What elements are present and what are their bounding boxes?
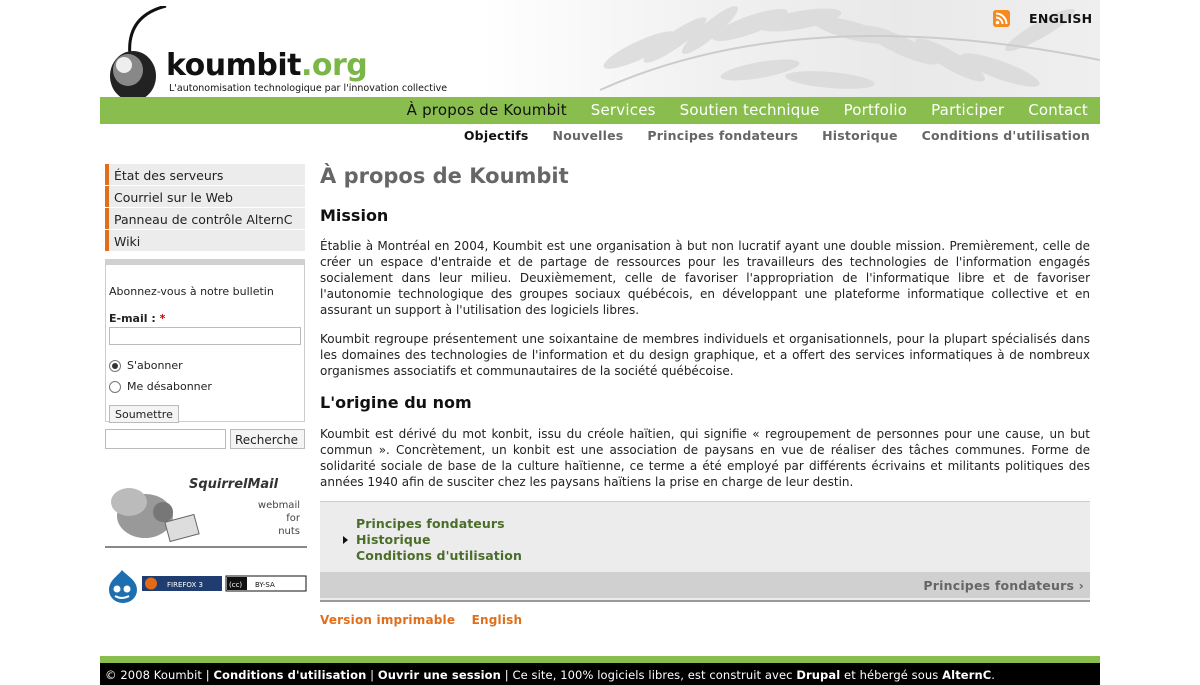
nav-item-contact[interactable]: Contact (1028, 101, 1088, 119)
footer-alternc-link[interactable]: AlternC (942, 668, 992, 682)
squirrelmail-line1: webmail (257, 500, 300, 511)
squirrelmail-banner-image[interactable] (105, 474, 307, 548)
book-link-conditions[interactable]: Conditions d'utilisation (356, 548, 522, 563)
firefox-badge-icon[interactable] (142, 576, 222, 591)
nav-item-services[interactable]: Services (590, 101, 656, 119)
logo-main: koumbit (166, 48, 301, 83)
sidebar-link-etat-serveurs[interactable]: État des serveurs (105, 164, 305, 185)
sidebar-link-wiki[interactable]: Wiki (105, 230, 305, 251)
subnav-item-historique[interactable]: Historique (822, 128, 898, 143)
squirrelmail-line2: for (286, 513, 300, 524)
rss-feed-icon[interactable] (993, 10, 1010, 27)
subscribe-option[interactable] (109, 359, 183, 372)
footer-separator: | (370, 668, 375, 682)
fern-background-image (500, 0, 1100, 97)
footer-text-1: | Ce site, 100% logiciels libres, est construit avec (504, 668, 793, 682)
tagline: L'autonomisation technologique par l'innovation collective (169, 83, 448, 94)
newsletter-title: Abonnez-vous à notre bulletin (109, 285, 274, 298)
book-link-historique[interactable]: Historique (356, 532, 522, 548)
unsubscribe-label: Me désabonner (127, 380, 212, 393)
nav-item-soutien-technique[interactable]: Soutien technique (679, 101, 820, 119)
drupal-icon[interactable] (109, 570, 137, 603)
paragraph-membres: Koumbit regroupe présentement une soixantaine de membres individuels et organisationnels, pour la plupart spécialisés dans les domaines des technologies de l'information et du design graphique, et a offert des services informatiques à de nombreux organismes associatifs et communautaires de la société québécoise. (320, 332, 1090, 378)
page (100, 0, 1100, 685)
section-heading-mission: Mission (320, 206, 389, 225)
paragraph-mission: Établie à Montréal en 2004, Koumbit est une organisation à but non lucratif ayant une double mission. Premièrement, celle de créer un espace d'entraide et de partage de ressources pour les travailleurs des technologies de l'information engagés socialement dans leur milieu. Deuxièmement, celle de favoriser l'appropriation de l'informatique libre et de favoriser l'autonomie technologique des groupes sociaux québécois, en développant une plateforme informatique collective et en assurant un support à l'utilisation des logiciels libres. (320, 239, 1090, 317)
language-switch-link[interactable]: ENGLISH (1029, 11, 1093, 26)
subnav-item-principes-fondateurs[interactable]: Principes fondateurs (647, 128, 799, 143)
primary-nav (100, 97, 1100, 124)
sidebar-link-panneau-alternc[interactable]: Panneau de contrôle AlternC (105, 208, 305, 229)
header (100, 0, 1100, 97)
koumbit-logo-icon (106, 6, 170, 97)
secondary-nav (440, 128, 1090, 143)
subnav-item-conditions[interactable]: Conditions d'utilisation (921, 128, 1090, 143)
printable-version-link[interactable]: Version imprimable (320, 613, 456, 627)
subnav-item-objectifs[interactable]: Objectifs (463, 128, 529, 143)
footer-login-link[interactable]: Ouvrir une session (377, 668, 501, 682)
logo-org: .org (300, 48, 368, 83)
nav-item-participer[interactable]: Participer (931, 101, 1005, 119)
subscribe-label: S'abonner (127, 359, 183, 372)
book-next-link[interactable]: Principes fondateurs › (923, 578, 1084, 593)
firefox-badge-text: FIREFOX 3 (167, 581, 203, 589)
nav-item-a-propos[interactable]: À propos de Koumbit (406, 101, 567, 119)
book-navigation (320, 501, 1090, 602)
required-mark: * (159, 312, 166, 325)
english-version-link[interactable]: English (471, 613, 523, 627)
book-nav-links (356, 516, 522, 564)
squirrelmail-line3: nuts (278, 526, 300, 537)
search-button[interactable]: Recherche (230, 429, 305, 449)
page-title: À propos de Koumbit (320, 164, 569, 188)
email-label (109, 312, 165, 325)
newsletter-email-input[interactable] (109, 327, 301, 345)
book-nav-strip (320, 572, 1090, 598)
logo-wordmark[interactable] (166, 48, 367, 83)
subscribe-radio[interactable] (109, 360, 121, 372)
footer (100, 663, 1100, 685)
footer-divider (100, 656, 1100, 663)
footer-text-3: . (991, 668, 996, 682)
creative-commons-badge-icon[interactable] (226, 576, 306, 591)
book-link-principes[interactable]: Principes fondateurs (356, 516, 505, 531)
unsubscribe-radio[interactable] (109, 381, 121, 393)
nav-item-portfolio[interactable]: Portfolio (843, 101, 908, 119)
search-input[interactable] (105, 429, 226, 449)
svg-text:(cc): (cc) (229, 581, 243, 589)
paragraph-origine: Koumbit est dérivé du mot konbit, issu du créole haïtien, qui signifie « regroupement de personnes pour une cause, un but commun ». Concrètement, un konbit est une association de paysans en vue de réaliser des tâches communes. Forme de solidarité sociale de base de la culture haïtienne, ce terme a été employé par différents écrivains et militants politiques des années 1940 afin de susciter chez les paysans haïtiens la prise en charge de leur destin. (320, 427, 1090, 489)
email-label-text: E-mail : (109, 312, 156, 325)
footer-conditions-link[interactable]: Conditions d'utilisation (213, 668, 367, 682)
sidebar (105, 164, 305, 589)
subnav-item-nouvelles[interactable]: Nouvelles (552, 128, 624, 143)
footer-copyright: © 2008 Koumbit | (105, 668, 210, 682)
cc-badge-text: BY-SA (255, 581, 275, 589)
page-links (320, 613, 534, 627)
newsletter-submit-button[interactable]: Soumettre (109, 405, 179, 423)
unsubscribe-option[interactable] (109, 380, 212, 393)
squirrelmail-name: SquirrelMail (189, 477, 279, 492)
sidebar-link-courriel-web[interactable]: Courriel sur le Web (105, 186, 305, 207)
footer-badges (105, 568, 307, 604)
footer-text-2: et hébergé sous (844, 668, 939, 682)
newsletter-form (105, 259, 305, 422)
footer-drupal-link[interactable]: Drupal (796, 668, 841, 682)
section-heading-origine: L'origine du nom (320, 393, 472, 412)
